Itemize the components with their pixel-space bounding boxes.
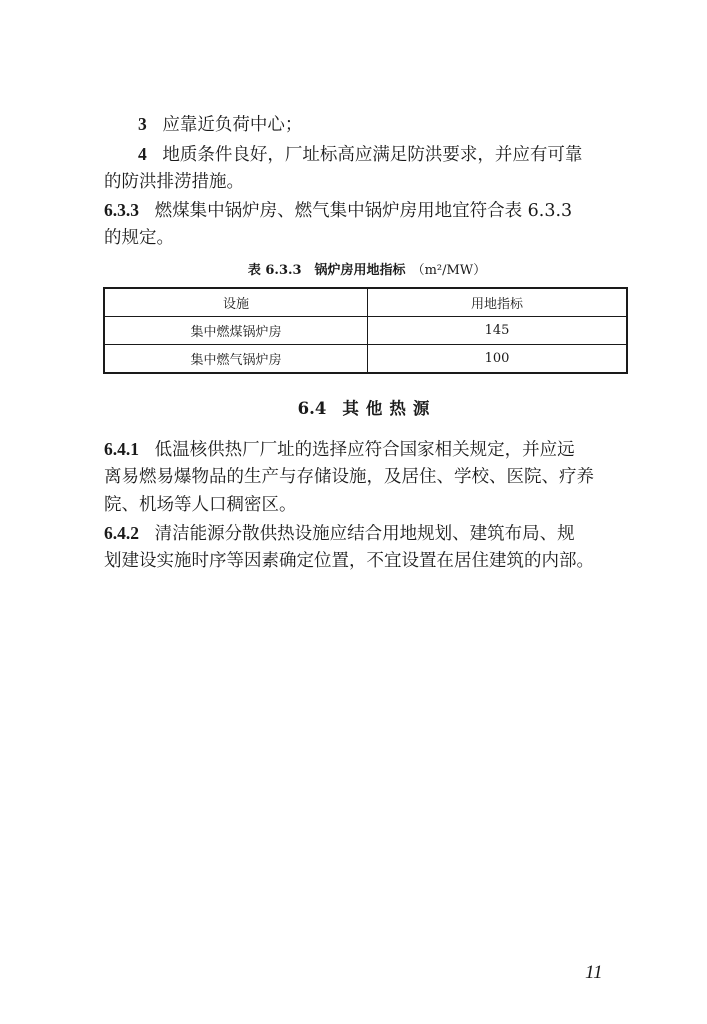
table-row	[104, 345, 627, 374]
list-item-4-cont: 的防洪排涝措施。	[104, 172, 244, 192]
table-caption	[104, 262, 630, 280]
table-cell: 100	[368, 345, 628, 374]
clause-6-4-2-line2: 划建设实施时序等因素确定位置，不宜设置在居住建筑的内部。	[104, 551, 594, 571]
table-header-row	[104, 288, 627, 317]
clause-6-4-1-line3: 院、机场等人口稠密区。	[104, 495, 297, 515]
table-cell: 集中燃气锅炉房	[104, 345, 368, 374]
clause-6-3-3-cont: 的规定。	[104, 228, 174, 248]
list-number: 4	[138, 144, 147, 164]
list-item-3	[138, 112, 664, 137]
clause-6-4-2	[104, 521, 630, 546]
land-use-table	[103, 287, 628, 374]
table-cell: 集中燃煤锅炉房	[104, 317, 368, 345]
section-number: 6.4	[297, 399, 327, 418]
list-text: 应靠近负荷中心；	[162, 115, 303, 135]
clause-text: 清洁能源分散供热设施应结合用地规划、建筑布局、规	[154, 524, 575, 544]
clause-text: 燃煤集中锅炉房、燃气集中锅炉房用地宜符合表 6.3.3	[154, 201, 573, 221]
clause-text: 低温核供热厂厂址的选择应符合国家相关规定，并应远	[154, 440, 575, 460]
list-text: 地质条件良好，厂址标高应满足防洪要求，并应有可靠	[162, 145, 583, 165]
clause-6-4-1	[104, 437, 630, 462]
table-caption-unit: （m²/MW）	[411, 263, 487, 278]
section-heading	[104, 397, 630, 421]
table-cell: 145	[368, 317, 628, 345]
table-row	[104, 317, 627, 345]
clause-6-4-1-line2: 离易燃易爆物品的生产与存储设施，及居住、学校、医院、疗养	[104, 467, 594, 487]
list-item-4	[138, 142, 630, 167]
section-title: 其他热源	[342, 399, 437, 418]
table-header-cell: 用地指标	[368, 288, 628, 317]
clause-6-3-3	[104, 198, 630, 223]
list-number: 3	[138, 114, 147, 134]
clause-number: 6.4.1	[104, 439, 139, 459]
table-caption-label: 表 6.3.3 锅炉房用地指标	[247, 263, 406, 278]
table-header-cell: 设施	[104, 288, 368, 317]
clause-number: 6.3.3	[104, 200, 139, 220]
clause-number: 6.4.2	[104, 523, 139, 543]
page-number: 11	[585, 962, 603, 983]
